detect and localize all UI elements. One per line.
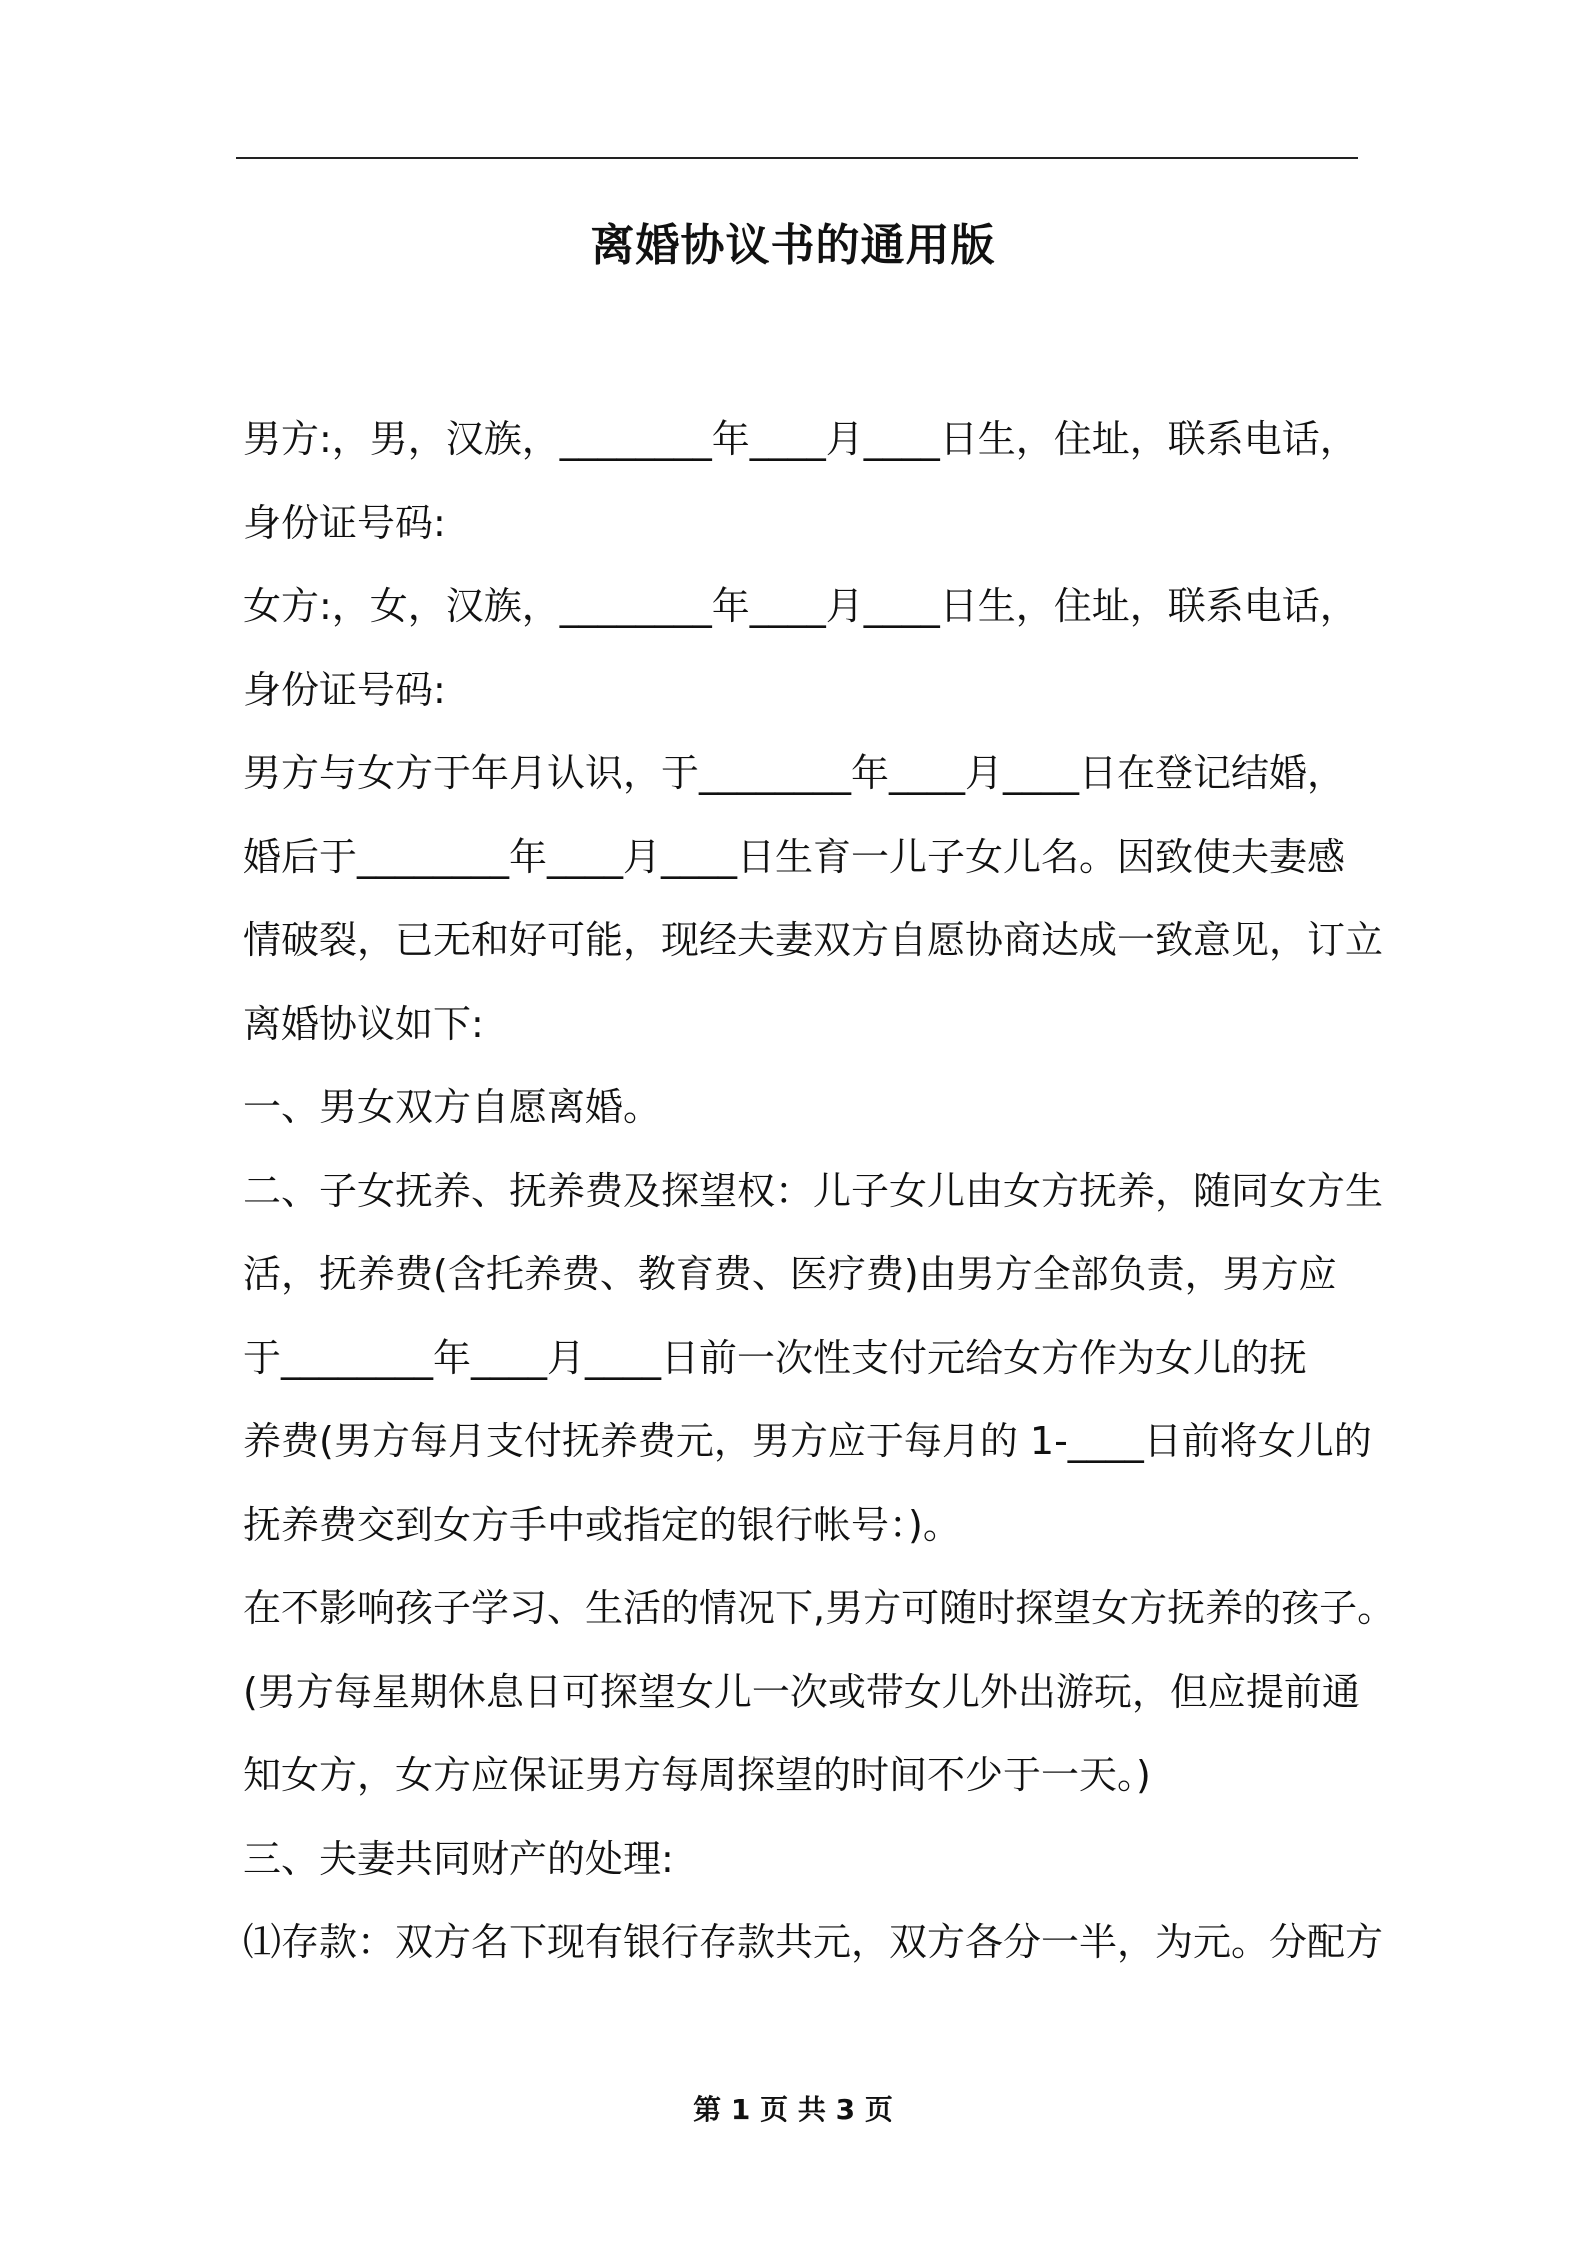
page-number: 第 1 页 共 3 页 [693, 2093, 893, 2126]
body-line: 婚后于________年____月____日生育一儿子女儿名。因致使夫妻感 [243, 834, 1346, 879]
body-line: 情破裂，已无和好可能，现经夫妻双方自愿协商达成一致意见，订立 [243, 918, 1384, 962]
body-line: (男方每星期休息日可探望女儿一次或带女儿外出游玩，但应提前通 [243, 1669, 1360, 1714]
document-body [243, 398, 1396, 1985]
body-line: 抚养费交到女方手中或指定的银行帐号：)。 [243, 1502, 961, 1547]
body-line: 养费(男方每月支付抚养费元，男方应于每月的 1-____日前将女儿的 [243, 1419, 1372, 1463]
body-line: ⑴存款：双方名下现有银行存款共元，双方各分一半，为元。分配方 [243, 1920, 1384, 1964]
body-line: 一、男女双方自愿离婚。 [243, 1085, 662, 1129]
body-line: 女方:，女，汉族，________年____月____日生，住址，联系电话， [243, 584, 1358, 628]
header-rule [236, 157, 1358, 159]
body-line: 在不影响孩子学习、生活的情况下,男方可随时探望女方抚养的孩子。 [243, 1586, 1396, 1630]
body-line: 于________年____月____日前一次性支付元给女方作为女儿的抚 [243, 1335, 1308, 1380]
document-title: 离婚协议书的通用版 [590, 220, 996, 271]
body-line: 身份证号码: [243, 667, 446, 712]
body-line: 身份证号码: [243, 500, 446, 545]
body-line: 三、夫妻共同财产的处理: [243, 1836, 674, 1881]
body-line: 知女方，女方应保证男方每周探望的时间不少于一天。) [243, 1753, 1151, 1797]
body-line: 活，抚养费(含托养费、教育费、医疗费)由男方全部负责，男方应 [243, 1252, 1337, 1296]
body-line: 男方:，男，汉族，________年____月____日生，住址，联系电话， [243, 417, 1358, 461]
body-line: 男方与女方于年月认识，于________年____月____日在登记结婚， [243, 751, 1346, 795]
body-line: 离婚协议如下: [243, 1001, 484, 1046]
body-line: 二、子女抚养、抚养费及探望权：儿子女儿由女方抚养，随同女方生 [243, 1168, 1384, 1213]
